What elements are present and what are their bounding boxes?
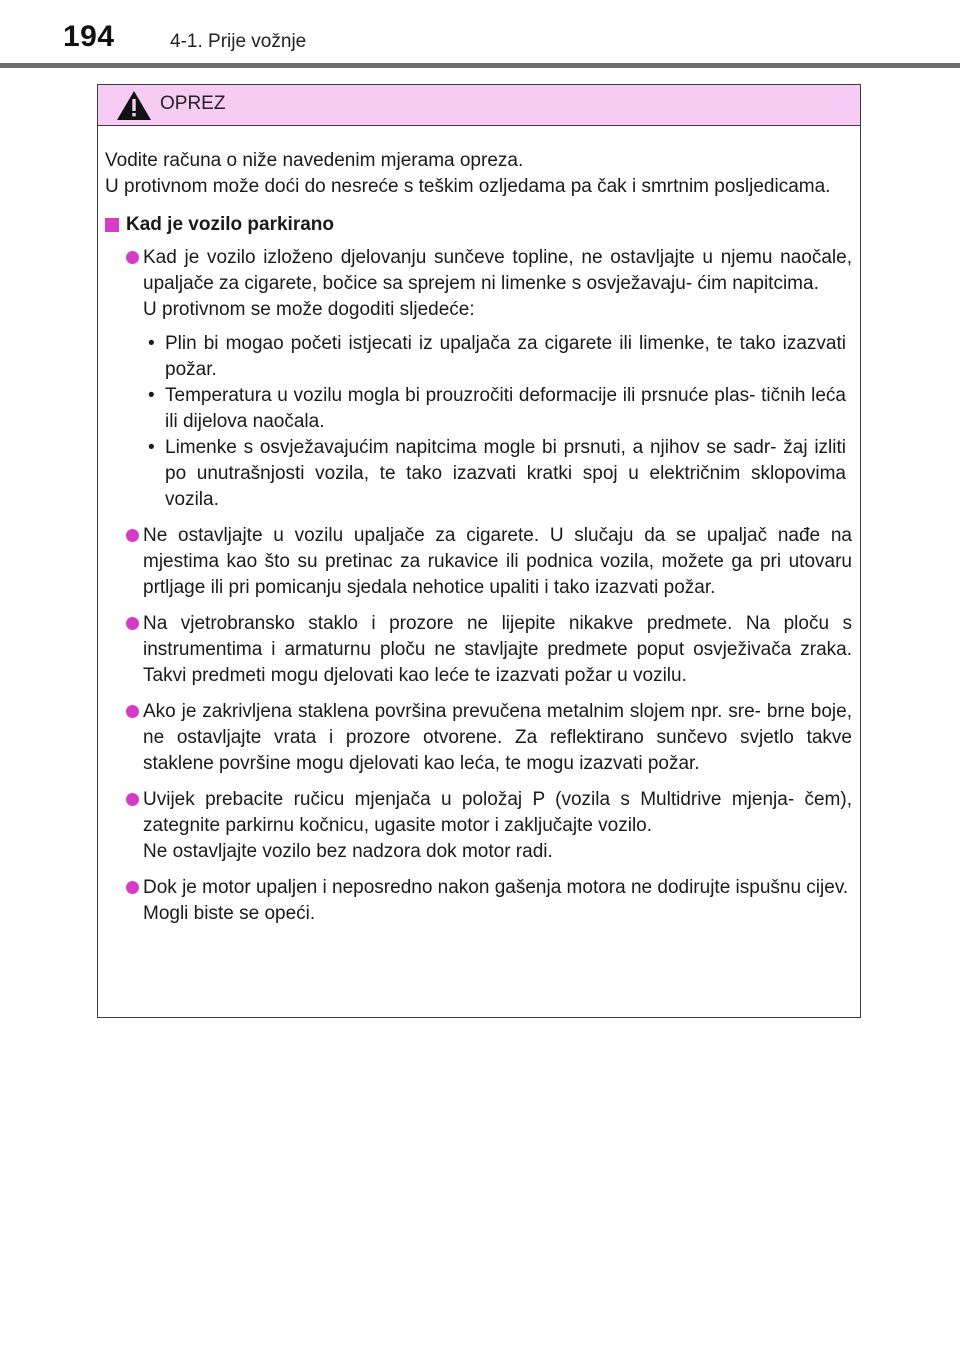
list-item [105, 699, 852, 777]
item-paragraph: Ne ostavljajte vozilo bez nadzora dok motor radi. [143, 841, 553, 862]
list-item [105, 245, 852, 513]
item-paragraph: Ako je zakrivljena staklena površina prevučena metalnim slojem npr. sre- brne boje, ne ostavljajte vrata i prozore otvorene. Za reflektirano sunčevo svjetlo takve staklene površine mogu djelovati kao leća, te mogu izazvati požar. [143, 701, 852, 774]
square-bullet-icon [105, 218, 119, 232]
item-paragraph: Dok je motor upaljen i neposredno nakon gašenja motora ne dodirujte ispušnu cijev. [143, 877, 849, 898]
intro-line: U protivnom može doći do nesreće s teškim ozljedama pa čak i smrtnim posljedicama. [105, 176, 831, 197]
circle-bullet-icon [126, 251, 139, 264]
sub-list-text: Plin bi mogao početi istjecati iz upaljača za cigarete ili limenke, te tako izazvati požar. [165, 333, 846, 380]
header-rule [0, 63, 960, 68]
caution-body [98, 126, 860, 927]
sub-list-item [143, 331, 846, 383]
circle-bullet-icon [126, 705, 139, 718]
intro [105, 148, 852, 200]
circle-bullet-icon [126, 529, 139, 542]
caution-box [97, 84, 861, 1018]
subheading-text: Kad je vozilo parkirano [126, 214, 334, 235]
subheading [105, 212, 852, 238]
item-paragraph: U protivnom se može dogoditi sljedeće: [143, 299, 475, 320]
list-item [105, 611, 852, 689]
sub-list-item [143, 383, 846, 435]
caution-title: OPREZ [160, 93, 226, 114]
sub-list-item [143, 435, 846, 513]
list-item [105, 523, 852, 601]
circle-bullet-icon [126, 881, 139, 894]
item-paragraph: Ne ostavljajte u vozilu upaljače za cigarete. U slučaju da se upaljač nađe na mjestima kao što su pretinac za rukavice ili podnica vozila, možete ga pri utovaru prtljage ili pri pomicanju sjedala nehotice upaliti i tako izazvati požar. [143, 525, 852, 598]
page-number: 194 [63, 20, 115, 53]
item-paragraph: Mogli biste se opeći. [143, 903, 316, 924]
bullet-dot-icon: • [148, 385, 155, 406]
bullet-dot-icon: • [148, 437, 155, 458]
circle-bullet-icon [126, 793, 139, 806]
item-paragraph: Kad je vozilo izloženo djelovanju sunčeve topline, ne ostavljajte u njemu naočale, upaljače za cigarete, bočice sa sprejem ni limenke s osvježavaju- ćim napitcima. [143, 247, 852, 294]
list-item [105, 875, 852, 927]
bullet-dot-icon: • [148, 333, 155, 354]
warning-triangle-icon [116, 90, 152, 121]
item-paragraph: Na vjetrobransko staklo i prozore ne lijepite nikakve predmete. Na ploču s instrumentima i armaturnu ploču ne stavljajte predmete poput osvježivača zraka. Takvi predmeti mogu djelovati kao leće te izazvati požar u vozilu. [143, 613, 852, 686]
sub-list-text: Limenke s osvježavajućim napitcima mogle bi prsnuti, a njihov se sadr- žaj izliti po unutrašnjosti vozila, te tako izazvati kratki spoj u električnim sklopovima vozila. [165, 437, 846, 510]
intro-line: Vodite računa o niže navedenim mjerama opreza. [105, 150, 524, 171]
caution-header [98, 85, 860, 126]
page-header [0, 0, 960, 70]
circle-bullet-icon [126, 617, 139, 630]
sub-list-text: Temperatura u vozilu mogla bi prouzročiti deformacije ili prsnuće plas- tičnih leća ili dijelova naočala. [165, 385, 846, 432]
list-item [105, 787, 852, 865]
section-title: 4-1. Prije vožnje [170, 31, 307, 52]
sub-list [143, 331, 852, 513]
item-paragraph: Uvijek prebacite ručicu mjenjača u položaj P (vozila s Multidrive mjenja- čem), zategnite parkirnu kočnicu, ugasite motor i zaključajte vozilo. [143, 789, 852, 836]
